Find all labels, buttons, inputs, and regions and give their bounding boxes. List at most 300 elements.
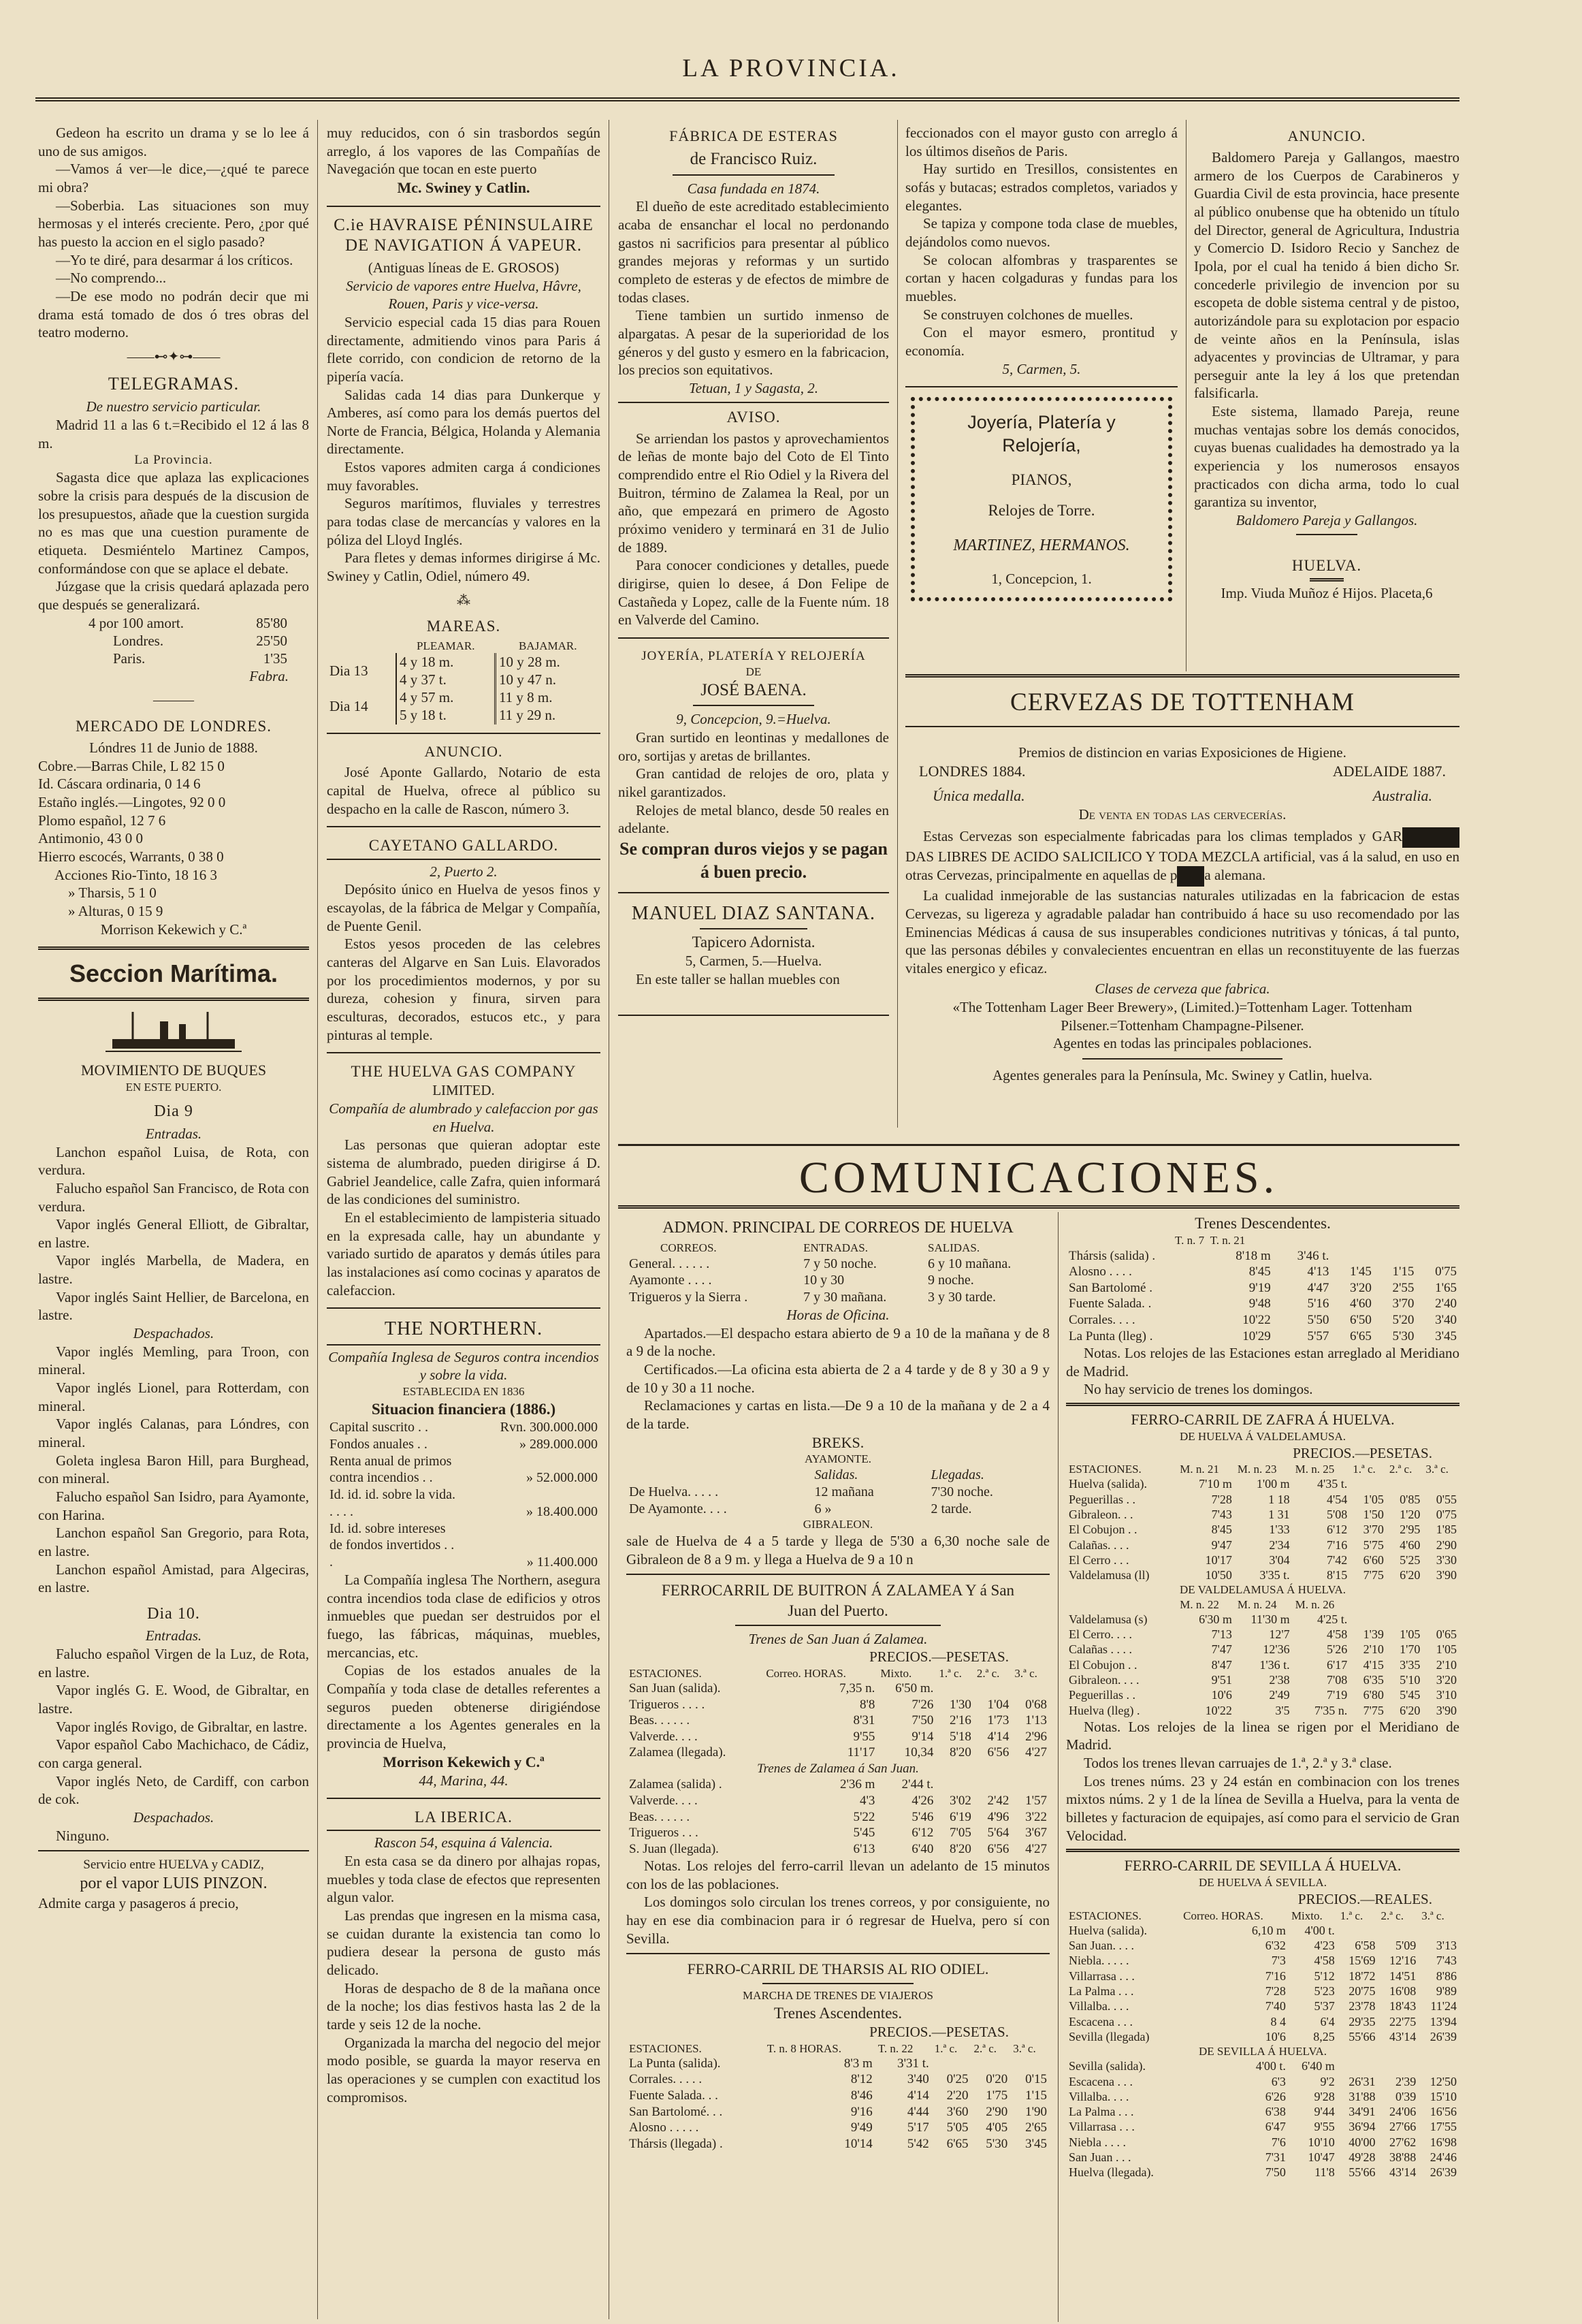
table-cell: 6'58 (1355, 1938, 1376, 1952)
table-cell: 3'67 (1025, 1826, 1047, 1841)
table-cell: 1'50 (1363, 1507, 1384, 1521)
entradas-label: Entradas. (145, 1627, 202, 1644)
list-item: Vapor inglés G. E. Wood, de Gibraltar, en lastre. (38, 1682, 309, 1717)
table-cell: Huelva (lleg) . (1069, 1703, 1140, 1717)
table-cell: 9'16 (850, 2104, 873, 2119)
table-cell (936, 1777, 974, 1793)
table-cell: 6'50 m. (895, 1681, 934, 1696)
telegramas-subtitle: De nuestro servicio particular. (86, 398, 261, 415)
list-item: Falucho español San Francisco, de Rota con verdura. (38, 1179, 309, 1215)
joyeria-line: PIANOS, (1011, 471, 1072, 488)
table-cell: Zalamea (salida) . (629, 1777, 722, 1792)
table-cell: 5'05 (946, 2120, 969, 2135)
timetable-body (1066, 1612, 1459, 1718)
joyeria-line: Relojes de Torre. (988, 501, 1095, 519)
santana-heading: MANUEL DIAZ SANTANA. (631, 902, 876, 924)
table-cell: 7'43 (1211, 1507, 1232, 1521)
table-cell: 3'46 t. (1297, 1248, 1329, 1263)
table-cell (1010, 2056, 1050, 2072)
table-row (626, 2071, 1050, 2088)
anuncio-heading: ANUNCIO. (1287, 127, 1366, 144)
desc-heading: Trenes Descendentes. (1195, 1215, 1331, 1232)
divider (905, 674, 1459, 678)
divider (1066, 1849, 1459, 1852)
table-cell: Escacena . . . (1069, 2014, 1133, 2028)
table-cell: 3'70 (1392, 1296, 1415, 1311)
servicio-line: Admite carga y pasageros á precio, (38, 1894, 239, 1911)
telegram-date: Madrid 11 a las 6 t.=Recibido el 12 á las 8 m. (38, 416, 309, 451)
table-row (1066, 2029, 1459, 2044)
table-row (1066, 1627, 1459, 1642)
table-row (1066, 2074, 1459, 2089)
table-cell: 6,10 m (1251, 1923, 1286, 1937)
table-cell: 11'8 (1314, 2165, 1335, 2180)
mareas-heading: MAREAS. (426, 618, 501, 635)
divider (700, 928, 807, 929)
text-block: Se tapiza y compone toda clase de muebles, dejándolos como nuevos. (905, 215, 1178, 250)
header-rule (35, 97, 1459, 106)
table-row: Capital suscrito . . Rvn. 300.000.000 (329, 1419, 598, 1435)
table-cell: 4'13 (1307, 1264, 1329, 1279)
table-cell: 12'7 (1269, 1627, 1290, 1641)
table-cell: 0'25 (946, 2072, 969, 2087)
list-item: Falucho español Virgen de la Luz, de Rota, en lastre. (38, 1646, 309, 1681)
list-item: Vapor inglés Marbella, de Madera, en lastre. (38, 1252, 309, 1288)
table-cell: 5'30 (1392, 1328, 1415, 1343)
table-cell: 2'10 (1436, 1657, 1457, 1672)
table-cell: 1'45 (1349, 1264, 1372, 1279)
table-row (626, 1697, 1050, 1713)
havraise-sub: (Antiguas líneas de E. GROSOS) (368, 259, 560, 276)
tottenham-awards: LONDRES 1884. ADELAIDE 1887. (919, 762, 1446, 780)
table-cell: 2'34 (1269, 1538, 1290, 1552)
table-cell: El Cobujon . . (1069, 1657, 1137, 1672)
divider (762, 1983, 914, 1984)
table-cell: 8'45 (1248, 1264, 1271, 1279)
table-cell: 6'3 (1271, 2074, 1286, 2088)
divider (618, 1144, 1459, 1146)
table-row (1066, 1476, 1459, 1491)
table-cell (1331, 1248, 1374, 1264)
havraise-italic: Servicio de vapores entre Huelva, Hâvre, Rouen, Paris y vice-versa. (346, 277, 581, 313)
table-cell: La Punta (lleg) . (1069, 1328, 1153, 1343)
table-cell: 1'33 (1269, 1523, 1290, 1537)
northern-sit: Situacion financiera (1886.) (371, 1400, 556, 1418)
table-cell: 3'04 (1269, 1553, 1290, 1567)
table-row: Id. id. sobre intereses de fondos invertidos . . . » 11.400.000 (329, 1521, 598, 1570)
table-cell: 3'40 (1435, 1312, 1457, 1327)
table-cell: 4'23 (1314, 1938, 1335, 1952)
table-row (1066, 1938, 1459, 1953)
table-cell: 15'10 (1430, 2089, 1457, 2103)
table-cell: 9'28 (1314, 2089, 1335, 2103)
divider (618, 1015, 889, 1016)
table-cell: Huelva (llegada). (1069, 2165, 1154, 2180)
text-block: En esta casa se da dinero por alhajas ropas, muebles y toda clase de efectos que representen algun valor. (327, 1853, 600, 1906)
table-cell: 2'90 (986, 2104, 1008, 2119)
table-cell: Gibraleon. . . . (1069, 1672, 1140, 1687)
text-block: Apartados.—El despacho estara abierto de 9 a 10 de la mañana y de 8 a 9 de la noche. (626, 1324, 1050, 1360)
mercado-line: Estaño inglés.—Lingotes, 92 0 0 (38, 793, 226, 810)
table-cell: 9'49 (850, 2120, 873, 2135)
table-cell: 7'50 (911, 1713, 934, 1728)
table-cell (1419, 1923, 1459, 1938)
table-cell: El Cobujon . . (1069, 1523, 1137, 1537)
table-cell: Alosno . . . . (1069, 1264, 1132, 1279)
table-cell: 5'50 (1307, 1312, 1329, 1327)
table-cell: 6'47 (1265, 2120, 1286, 2134)
comunicaciones-title: COMUNICACIONES. (798, 1153, 1279, 1203)
table-cell: Valverde. . . . (629, 1729, 698, 1744)
tottenham-ad (905, 674, 1459, 1085)
table-cell: Calañas . . . . (1069, 1642, 1132, 1657)
fabrica-est: Casa fundada en 1874. (687, 180, 820, 197)
table-cell: 3'20 (1436, 1672, 1457, 1687)
table-cell: 6'4 (1320, 2014, 1335, 2028)
table-cell: San Juan (salida). (629, 1681, 721, 1696)
northern-italic: Compañía Inglesa de Seguros contra incendios y sobre la vida. (328, 1348, 599, 1384)
table-row: Dia 14 4 y 57 m. 11 y 8 m. (327, 688, 600, 706)
northern-est: ESTABLECIDA EN 1836 (402, 1385, 525, 1399)
table-cell: 10'6 (1211, 1688, 1232, 1702)
table-cell: Villarrasa . . . (1069, 1969, 1135, 1983)
table-cell: 16'98 (1430, 2135, 1457, 2149)
table-cell: 55'66 (1349, 2165, 1376, 2180)
table-cell: 6'35 (1363, 1672, 1384, 1687)
table-cell: 6'56 (987, 1745, 1010, 1760)
cayetano-address: 2, Puerto 2. (430, 863, 498, 880)
table-cell: 1'15 (1392, 1264, 1415, 1279)
table-cell: 8,25 (1313, 2029, 1335, 2043)
table-cell: 14'51 (1389, 1969, 1417, 1983)
table-cell: 3'90 (1436, 1568, 1457, 1582)
table-cell: 55'66 (1349, 2029, 1376, 2043)
table-row (626, 1793, 1050, 1809)
table-cell: 40'00 (1349, 2135, 1376, 2149)
table-cell: 1'85 (1436, 1523, 1457, 1537)
table-cell: Gibraleon. . . (1069, 1507, 1133, 1521)
text-block: Para fletes y demas informes dirigirse á Mc. Swiney y Catlin, Odiel, número 49. (327, 550, 600, 585)
table-cell: 3'30 (1436, 1553, 1457, 1567)
table-cell: Beas. . . . . . (629, 1809, 690, 1824)
baena-de: DE (745, 665, 762, 679)
table-cell: 2'38 (1269, 1672, 1290, 1687)
table-cell: 4'25 t. (1317, 1612, 1348, 1626)
table-row: DE SEVILLA Á HUELVA. (1199, 2045, 1327, 2058)
table-cell: Sevilla (llegada) (1069, 2029, 1150, 2043)
table-row: Londres. 25'50 (113, 632, 287, 649)
text-block: muy reducidos, con ó sin trasbordos según arreglo, á los vapores de las Compañías de Navegación que tocan en este puerto (327, 125, 600, 178)
signature: Baldomero Pareja y Gallangos. (1236, 512, 1418, 529)
text-block: Con el mayor esmero, prontitud y economía. (905, 324, 1178, 359)
mercado-line: Cobre.—Barras Chile, L 82 15 0 (38, 757, 225, 774)
text-block: Este sistema, llamado Pareja, reune muchas ventajas sobre los demás conocidos, cuyas buenas cualidades ha demostrado ya la experiencia y los numerosos ensayos practicados con dicha arma, todo lo cual garantiza su inventor, (1194, 403, 1459, 511)
table-cell: 18'43 (1389, 1999, 1417, 2013)
table-cell: 43'14 (1389, 2029, 1417, 2043)
divider: ——— (153, 693, 194, 708)
table-cell: 4'15 (1363, 1657, 1384, 1672)
tottenham-title: CERVEZAS DE TOTTENHAM (1010, 688, 1355, 716)
table-cell: 6'20 (1400, 1703, 1421, 1717)
table-cell: 5'10 (1400, 1672, 1421, 1687)
table-row: Id. id. id. sobre la vida. . . . . » 18.400.000 (329, 1487, 598, 1519)
huelva-label: HUELVA. (1291, 556, 1362, 574)
tharsis-sub: MARCHA DE TRENES DE VIAJEROS (743, 1989, 933, 2003)
timetable (1066, 1909, 1459, 2180)
table-row (626, 1729, 1050, 1745)
table-cell: 2'90 (1436, 1538, 1457, 1552)
table-cell (1387, 1612, 1423, 1627)
table-row (626, 1777, 1050, 1793)
drama-line: —Yo te diré, para desarmar á los críticos. (56, 251, 293, 268)
table-cell: 1'04 (987, 1697, 1010, 1712)
joyeria-box (911, 397, 1172, 601)
table-cell: 6'50 (1349, 1312, 1372, 1327)
table-cell: 8'18 m (1236, 1248, 1271, 1263)
table-cell: 7'35 n. (1314, 1703, 1348, 1717)
table-cell: 43'14 (1389, 2165, 1417, 2180)
table-cell: 6'56 (987, 1841, 1010, 1856)
table-cell: 11'17 (847, 1745, 875, 1760)
baena-name: JOSÉ BAENA. (700, 680, 807, 699)
table-cell: 5'18 (949, 1729, 971, 1744)
text-block: Las prendas que ingresen en la misma casa, se cuidan durante la existencia tan como lo pudiera desear la persona de gusto más delicado. (327, 1907, 600, 1979)
table-cell: 12'50 (1430, 2074, 1457, 2088)
table-cell: 10'50 (1205, 1568, 1232, 1582)
correos-heading: ADMON. PRINCIPAL DE CORREOS DE HUELVA (662, 1219, 1014, 1237)
baena-address: 9, Concepcion, 9.=Huelva. (676, 711, 831, 728)
table-cell: 2'42 (987, 1793, 1010, 1808)
table-cell: 9'14 (911, 1729, 934, 1744)
table-row: Fondos anuales . . » 289.000.000 (329, 1436, 598, 1452)
table-cell: 23'78 (1349, 1999, 1376, 2013)
table-cell: 6'12 (911, 1826, 934, 1841)
table-row: Ayamonte . . . . 10 y 30 9 noche. (629, 1273, 974, 1288)
text-block: Reclamaciones y cartas en lista.—De 9 a 10 de la mañana y de 2 a 4 de la tarde. (626, 1397, 1050, 1432)
list-item: Vapor inglés Lionel, para Rotterdam, con mineral. (38, 1380, 309, 1414)
drama-line: —Soberbia. Las situaciones son muy hermosas y el interés creciente. Pero, ¿por qué has puesto la accion en el siglo pasado? (38, 197, 309, 250)
comunicaciones-left (626, 1217, 1050, 2152)
table-cell: 2'95 (1400, 1523, 1421, 1537)
table-cell: Huelva (salida). (1069, 1477, 1147, 1491)
table-cell: 3'20 (1349, 1280, 1372, 1295)
divider (327, 206, 600, 207)
table-cell: 1'05 (1363, 1492, 1384, 1506)
baena-big: Se compran duros viejos y se pagan á buen precio. (619, 839, 888, 882)
table-cell: 5'45 (853, 1826, 875, 1841)
servicio-line: por el vapor LUIS PINZON. (80, 1875, 268, 1893)
timetable (1066, 1462, 1459, 1718)
table-row (1066, 1703, 1459, 1718)
table-cell (932, 2056, 971, 2072)
table-row: 4 por 100 amort. 85'80 (88, 614, 287, 631)
text-block: feccionados con el mayor gusto con arreglo á los últimos diseños de Paris. (905, 125, 1178, 159)
table-cell: Zalamea (llegada). (629, 1745, 726, 1760)
table-cell: S. Juan (llegada). (629, 1841, 719, 1856)
table-cell: Thársis (salida) . (1069, 1248, 1156, 1263)
text-block: Gran cantidad de relojes de oro, plata y nikel garantizados. (618, 765, 889, 801)
timetable-body (1066, 1923, 1459, 2045)
table-cell: 1'00 m (1256, 1477, 1290, 1491)
table-cell: 10'29 (1242, 1328, 1271, 1343)
table-row: M. n. 22 M. n. 24 M. n. 26 (1180, 1597, 1335, 1611)
table-cell: 5'23 (1314, 1984, 1335, 1998)
table-cell: 3'60 (946, 2104, 969, 2119)
table-cell: 1'20 (1400, 1507, 1421, 1521)
drama-line: —Vamos á ver—le dice,—¿qué te parece mi obra? (38, 161, 309, 195)
table-cell: 10'22 (1242, 1312, 1271, 1327)
list-item: Lanchon español Luisa, de Rota, con verdura. (38, 1143, 309, 1179)
table-cell: 8'47 (1211, 1657, 1232, 1672)
table-cell: 5'17 (907, 2120, 929, 2135)
table-cell: 1'05 (1400, 1627, 1421, 1641)
signature: Morrison Kekewich y C.ª (383, 1753, 545, 1770)
table-cell: 4'3 (859, 1793, 875, 1808)
table-row (626, 2088, 1050, 2104)
breks-table (626, 1467, 1050, 1517)
servicio-line: Servicio entre HUELVA y CADIZ, (83, 1858, 264, 1873)
table-cell: 1 31 (1268, 1507, 1290, 1521)
table-cell (974, 1681, 1012, 1697)
column-rule (1058, 1212, 1059, 2322)
table-row: Paris. 1'35 (113, 650, 287, 667)
table-cell: 5'45 (1400, 1688, 1421, 1702)
table-cell: 8'20 (949, 1841, 971, 1856)
precios-label: PRECIOS.—PESETAS. (1293, 1444, 1432, 1461)
table-cell: 8'15 (1327, 1568, 1348, 1582)
divider (1066, 1403, 1459, 1406)
text-block: Notas. Los relojes de la linea se rigen por el Meridiano de Madrid. (1066, 1718, 1459, 1753)
table-cell: 5'20 (1392, 1312, 1415, 1327)
table-cell: 4'60 (1349, 1296, 1372, 1311)
mercado-line: Antimonio, 43 0 0 (38, 830, 144, 847)
text-block: Horas de despacho de 8 de la mañana once de la noche; los dias festivos hasta las 2 de la tarde y seis 12 de la noche. (327, 1979, 600, 2033)
text-block: Certificados.—La oficina esta abierta de 2 a 4 tarde y de 8 y 30 a 9 y de 10 y 30 a 11 noche. (626, 1360, 1050, 1396)
table-cell: 27'62 (1389, 2135, 1417, 2149)
list-item: Vapor español Cabo Machichaco, de Cádiz, con carga general. (38, 1736, 309, 1772)
table-cell: 18'72 (1349, 1969, 1376, 1983)
table-cell: El Cerro. . . . (1069, 1627, 1132, 1641)
table-cell: 7'6 (1271, 2135, 1286, 2149)
divider (618, 637, 889, 639)
column-rule (897, 120, 898, 1128)
table-cell: 4'58 (1314, 1954, 1335, 1968)
table-cell: Fuente Salada. . . (629, 2088, 718, 2103)
table-cell: 6'60 (1363, 1553, 1384, 1567)
table-cell: Trigueros . . . . (629, 1697, 705, 1712)
table-cell: 3'22 (1025, 1809, 1047, 1824)
gas-italic: Compañía de alumbrado y calefaccion por gas en Huelva. (329, 1100, 598, 1135)
table-cell: Valverde. . . . (629, 1793, 698, 1808)
table-cell: 4'96 (987, 1809, 1010, 1824)
list-item: Vapor inglés Calanas, para Lóndres, con mineral. (38, 1416, 309, 1451)
timetable-body (1066, 1476, 1459, 1582)
table-row (626, 1809, 1050, 1826)
bolsa-table (86, 614, 290, 667)
despachados-label: Despachados. (133, 1809, 214, 1826)
table-row (1066, 1923, 1459, 1938)
table-cell: 7'08 (1327, 1672, 1348, 1687)
table-cell: 1'36 t. (1259, 1657, 1290, 1672)
divider (327, 859, 600, 860)
tottenham-agentes: Agentes en todas las principales poblaciones. (1052, 1035, 1312, 1052)
drama-line: —De ese modo no podrán decir que mi drama está tomado de dos ó tres obras del teatro moderno. (38, 287, 309, 341)
text-block: Depósito único en Huelva de yesos finos y escayolas, de la fábrica de Melgar y Compañía, de Puente Genil. (327, 881, 600, 934)
list-item: Goleta inglesa Baron Hill, para Burghead, con mineral. (38, 1452, 309, 1487)
table-row: DE VALDELAMUSA Á HUELVA. (1179, 1583, 1346, 1597)
column-1 (38, 124, 309, 1913)
table-cell: Niebla . . . . (1069, 2135, 1126, 2149)
drama-line: Gedeon ha escrito un drama y se lo lee á uno de sus amigos. (38, 125, 309, 159)
table-cell: Valdelamusa (s) (1069, 1612, 1148, 1626)
table-cell: San Bartolomé. . . (629, 2104, 723, 2119)
fabrica-heading: FÁBRICA DE ESTERAS (669, 127, 838, 144)
comunicaciones-right (1066, 1213, 1459, 2180)
table-cell: 10'6 (1265, 2029, 1286, 2043)
santana-address: 5, Carmen, 5. (1002, 360, 1081, 377)
list-item: Vapor inglés General Elliott, de Gibraltar, en lastre. (38, 1216, 309, 1251)
column-4 (905, 124, 1178, 611)
fabra-sign: Fabra. (249, 667, 289, 684)
table-cell: 3'35 t. (1259, 1568, 1290, 1582)
table-cell: 3'70 (1363, 1523, 1384, 1537)
table-cell: 5'08 (1327, 1507, 1348, 1521)
divider (327, 733, 600, 734)
table-cell: 8'46 (850, 2088, 873, 2103)
text-block: Hay surtido en Tresillos, consistentes en sofás y butacas; estrados completos, variados y elegantes. (905, 161, 1178, 214)
tottenham-premios: Premios de distincion en varias Exposiciones de Higiene. (1018, 744, 1346, 761)
horas-label: Horas de Oficina. (786, 1306, 890, 1323)
list-item: Vapor inglés Rovigo, de Gibraltar, en lastre. (56, 1718, 308, 1735)
table-cell: Calañas. . . . (1069, 1538, 1129, 1552)
table-cell: 8'45 (1211, 1523, 1232, 1537)
text-block: Tiene tambien un surtido inmenso de alpargatas. A pesar de la superioridad de los géneros y del gusto y esmero en la fabricacion, los precios son equitativos. (618, 307, 889, 379)
table-cell: 4'44 (907, 2104, 929, 2119)
divider (327, 1344, 600, 1346)
table-cell: 3'5 (1275, 1703, 1290, 1717)
table-cell: 6'40 (911, 1841, 934, 1856)
mercado-line: Morrison Kekewich y C.ª (100, 921, 247, 938)
divider (618, 1205, 1459, 1209)
list-item: Lanchon español Amistad, para Algeciras, en lastre. (38, 1561, 309, 1596)
joyeria-address: 1, Concepcion, 1. (991, 570, 1092, 587)
table-cell: 10'47 (1308, 2150, 1335, 2165)
table-cell: 26'39 (1430, 2029, 1457, 2043)
table-cell: 0'75 (1435, 1264, 1457, 1279)
table-cell: 1'30 (949, 1697, 971, 1712)
table-row (1066, 2089, 1459, 2104)
table-row: 5 y 18 t. 11 y 29 n. (327, 706, 600, 724)
table-cell: 1'13 (1025, 1713, 1047, 1728)
table-cell: 3'31 t. (897, 2056, 929, 2071)
divider (38, 1850, 309, 1851)
mercado-line: » Tharsis, 5 1 0 (68, 885, 157, 902)
table-cell: 1'90 (1025, 2104, 1047, 2119)
text-block: Los trenes núms. 23 y 24 están en combinacion con los trenes mixtos núms. 2 y 1 de la línea de Sevilla a Huelva, para la venta de billetes y facturacion de equipajes, así como para el servicio de Gran Velocidad. (1066, 1772, 1459, 1844)
desc-head: T. n. 7 T. n. 21 (1175, 1234, 1246, 1247)
table-row: Trigueros y la Sierra . 7 y 30 mañana. 3 y 30 tarde. (629, 1290, 997, 1305)
table-cell: Thársis (llegada) . (629, 2136, 723, 2151)
table-cell: 1 18 (1268, 1492, 1290, 1506)
table-row: ESTACIONES. Correo. HORAS. Mixto. 1.ª c. 2.ª c. 3.ª c. (1069, 1909, 1444, 1922)
table-cell: 2'55 (1392, 1280, 1415, 1295)
table-row: De Huelva. . . . . 12 mañana 7'30 noche. (629, 1484, 993, 1499)
table-row (1066, 1642, 1459, 1657)
table-cell: 9'19 (1248, 1280, 1271, 1295)
divider (905, 386, 1178, 387)
table-cell: Huelva (salida). (1069, 1923, 1147, 1937)
table-cell: 5'37 (1314, 1999, 1335, 2013)
